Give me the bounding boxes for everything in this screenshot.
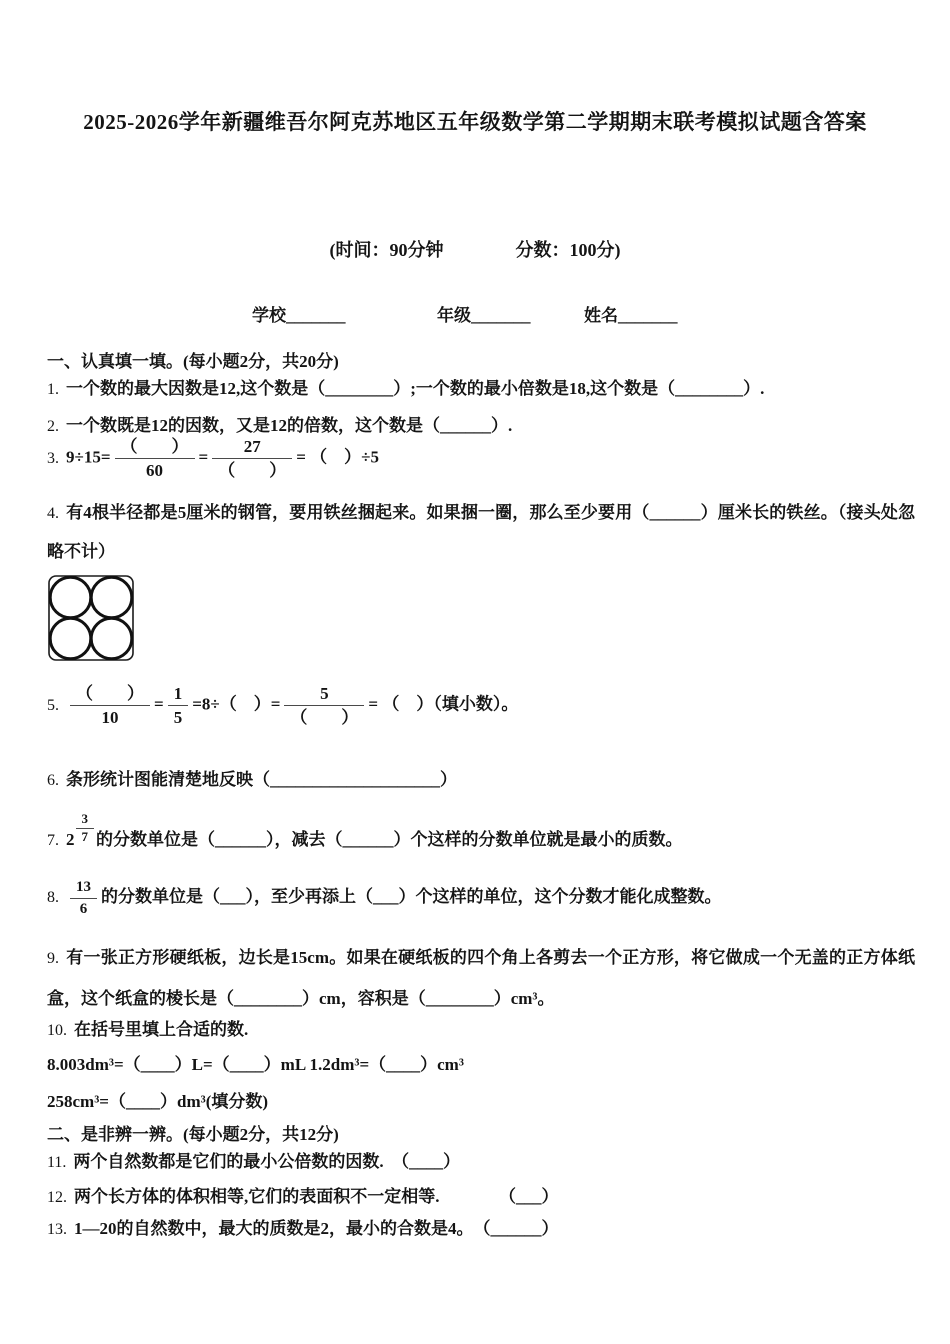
- question-7-number: 7.: [47, 831, 59, 849]
- q3-fraction-2: [212, 436, 292, 482]
- question-12-number: 12.: [47, 1189, 67, 1206]
- denominator: 6: [79, 900, 88, 917]
- equals-sign: =: [154, 694, 164, 714]
- denominator: 10: [101, 708, 119, 728]
- question-6: [47, 765, 457, 790]
- time-score-line: (时间：90分钟 分数：100分): [329, 240, 621, 260]
- question-12: [47, 1182, 559, 1207]
- question-4-number: 4.: [47, 505, 59, 522]
- q10-conversion-line-1: 8.003dm³=（____）L=（____）mL 1.2dm³=（____）cm³: [47, 1055, 464, 1074]
- equals-sign: =: [296, 447, 306, 467]
- question-8-text: 的分数单位是（___），至少再添上（___）个这样的单位，这个分数才能化成整数。: [101, 887, 722, 907]
- numerator: 13: [70, 878, 97, 899]
- question-4-text: 有4根半径都是5厘米的钢管，要用铁丝捆起来。如果捆一圈，那么至少要用（______）厘米长的铁丝。（接头处忽略不计）: [47, 503, 915, 561]
- question-5: [47, 683, 518, 729]
- equals-sign: =: [198, 447, 209, 467]
- question-12-text: 两个长方体的体积相等,它们的表面积不一定相等. （___）: [74, 1187, 559, 1206]
- question-7-text: 的分数单位是（______），减去（______）个这样的分数单位就是最小的质数。: [96, 829, 683, 849]
- school-field: 学校_______: [252, 306, 346, 325]
- question-4: [47, 494, 915, 571]
- question-13-number: 13.: [47, 1221, 67, 1238]
- question-3-tail: （ ）÷5: [310, 447, 379, 467]
- q7-fraction: [76, 812, 95, 845]
- question-10-number: 10.: [47, 1022, 67, 1039]
- question-1: [47, 374, 764, 399]
- page-title: 2025-2026学年新疆维吾尔阿克苏地区五年级数学第二学期期末联考模拟试题含答案: [83, 110, 867, 134]
- question-11-text: 两个自然数都是它们的最小公倍数的因数. （____）: [73, 1152, 461, 1171]
- question-10: [47, 1015, 248, 1040]
- question-2-number: 2.: [47, 418, 59, 435]
- pipe-circle: [50, 577, 91, 618]
- question-9: [47, 938, 915, 1019]
- q3-fraction-1: [115, 436, 195, 482]
- numerator: 5: [284, 683, 364, 706]
- numerator: 1: [168, 683, 189, 706]
- pipe-circle: [91, 618, 132, 659]
- question-2: [47, 411, 512, 436]
- denominator: 60: [146, 461, 164, 481]
- question-11: [47, 1147, 460, 1172]
- square-outline: [49, 576, 133, 660]
- equals-sign: =: [368, 694, 379, 714]
- question-5-tail: （ ）（填小数）。: [382, 694, 519, 714]
- question-3-number: 3.: [47, 449, 59, 467]
- question-8-number: 8.: [47, 889, 59, 907]
- numerator: 27: [212, 436, 292, 459]
- q5-middle: =8÷（ ）=: [192, 694, 281, 714]
- denominator: （ ）: [218, 461, 287, 481]
- question-7: [47, 812, 683, 850]
- question-6-number: 6.: [47, 772, 59, 789]
- question-3-lead: 9÷15=: [66, 447, 111, 467]
- question-13: [47, 1214, 559, 1239]
- question-1-number: 1.: [47, 381, 59, 398]
- numerator: （ ）: [70, 683, 150, 706]
- denominator: 7: [81, 828, 88, 844]
- pipe-circle: [50, 618, 91, 659]
- name-field: 姓名_______: [584, 306, 678, 325]
- numerator: 3: [76, 812, 95, 829]
- q5-fraction-1: [70, 683, 150, 729]
- question-3: [47, 436, 379, 482]
- question-5-number: 5.: [47, 696, 59, 714]
- q5-fraction-2: [168, 683, 189, 729]
- question-1-text: 一个数的最大因数是12,这个数是（________）;一个数的最小倍数是18,这个数是（________）.: [66, 379, 765, 398]
- denominator: （ ）: [290, 708, 359, 728]
- q7-whole-number: 2: [66, 829, 75, 849]
- question-9-text: 有一张正方形硬纸板，边长是15cm。如果在硬纸板的四个角上各剪去一个正方形，将它做成一个无盖的正方体纸盒，这个纸盒的棱长是（________）cm，容积是（________）cm³。: [47, 948, 915, 1008]
- numerator: （ ）: [115, 436, 195, 459]
- section-1-heading: 一、认真填一填。(每小题2分，共20分): [47, 352, 339, 371]
- question-8: [47, 878, 722, 919]
- section-2-heading: 二、是非辨一辨。(每小题2分，共12分): [47, 1125, 339, 1144]
- grade-field: 年级_______: [437, 306, 531, 325]
- question-10-text: 在括号里填上合适的数.: [74, 1020, 249, 1039]
- q8-fraction: [70, 878, 97, 919]
- question-2-text: 一个数既是12的因数，又是12的倍数，这个数是（______）.: [66, 416, 513, 435]
- denominator: 5: [173, 708, 183, 728]
- question-13-text: 1—20的自然数中，最大的质数是2，最小的合数是4。 （______）: [74, 1219, 559, 1238]
- four-pipes-figure: [48, 575, 134, 661]
- q10-conversion-line-2: 258cm³=（____）dm³(填分数): [47, 1092, 269, 1111]
- question-6-text: 条形统计图能清楚地反映（____________________）: [66, 770, 457, 789]
- q5-fraction-3: [284, 683, 364, 729]
- question-11-number: 11.: [47, 1154, 67, 1171]
- pipe-circle: [91, 577, 132, 618]
- question-9-number: 9.: [47, 950, 59, 967]
